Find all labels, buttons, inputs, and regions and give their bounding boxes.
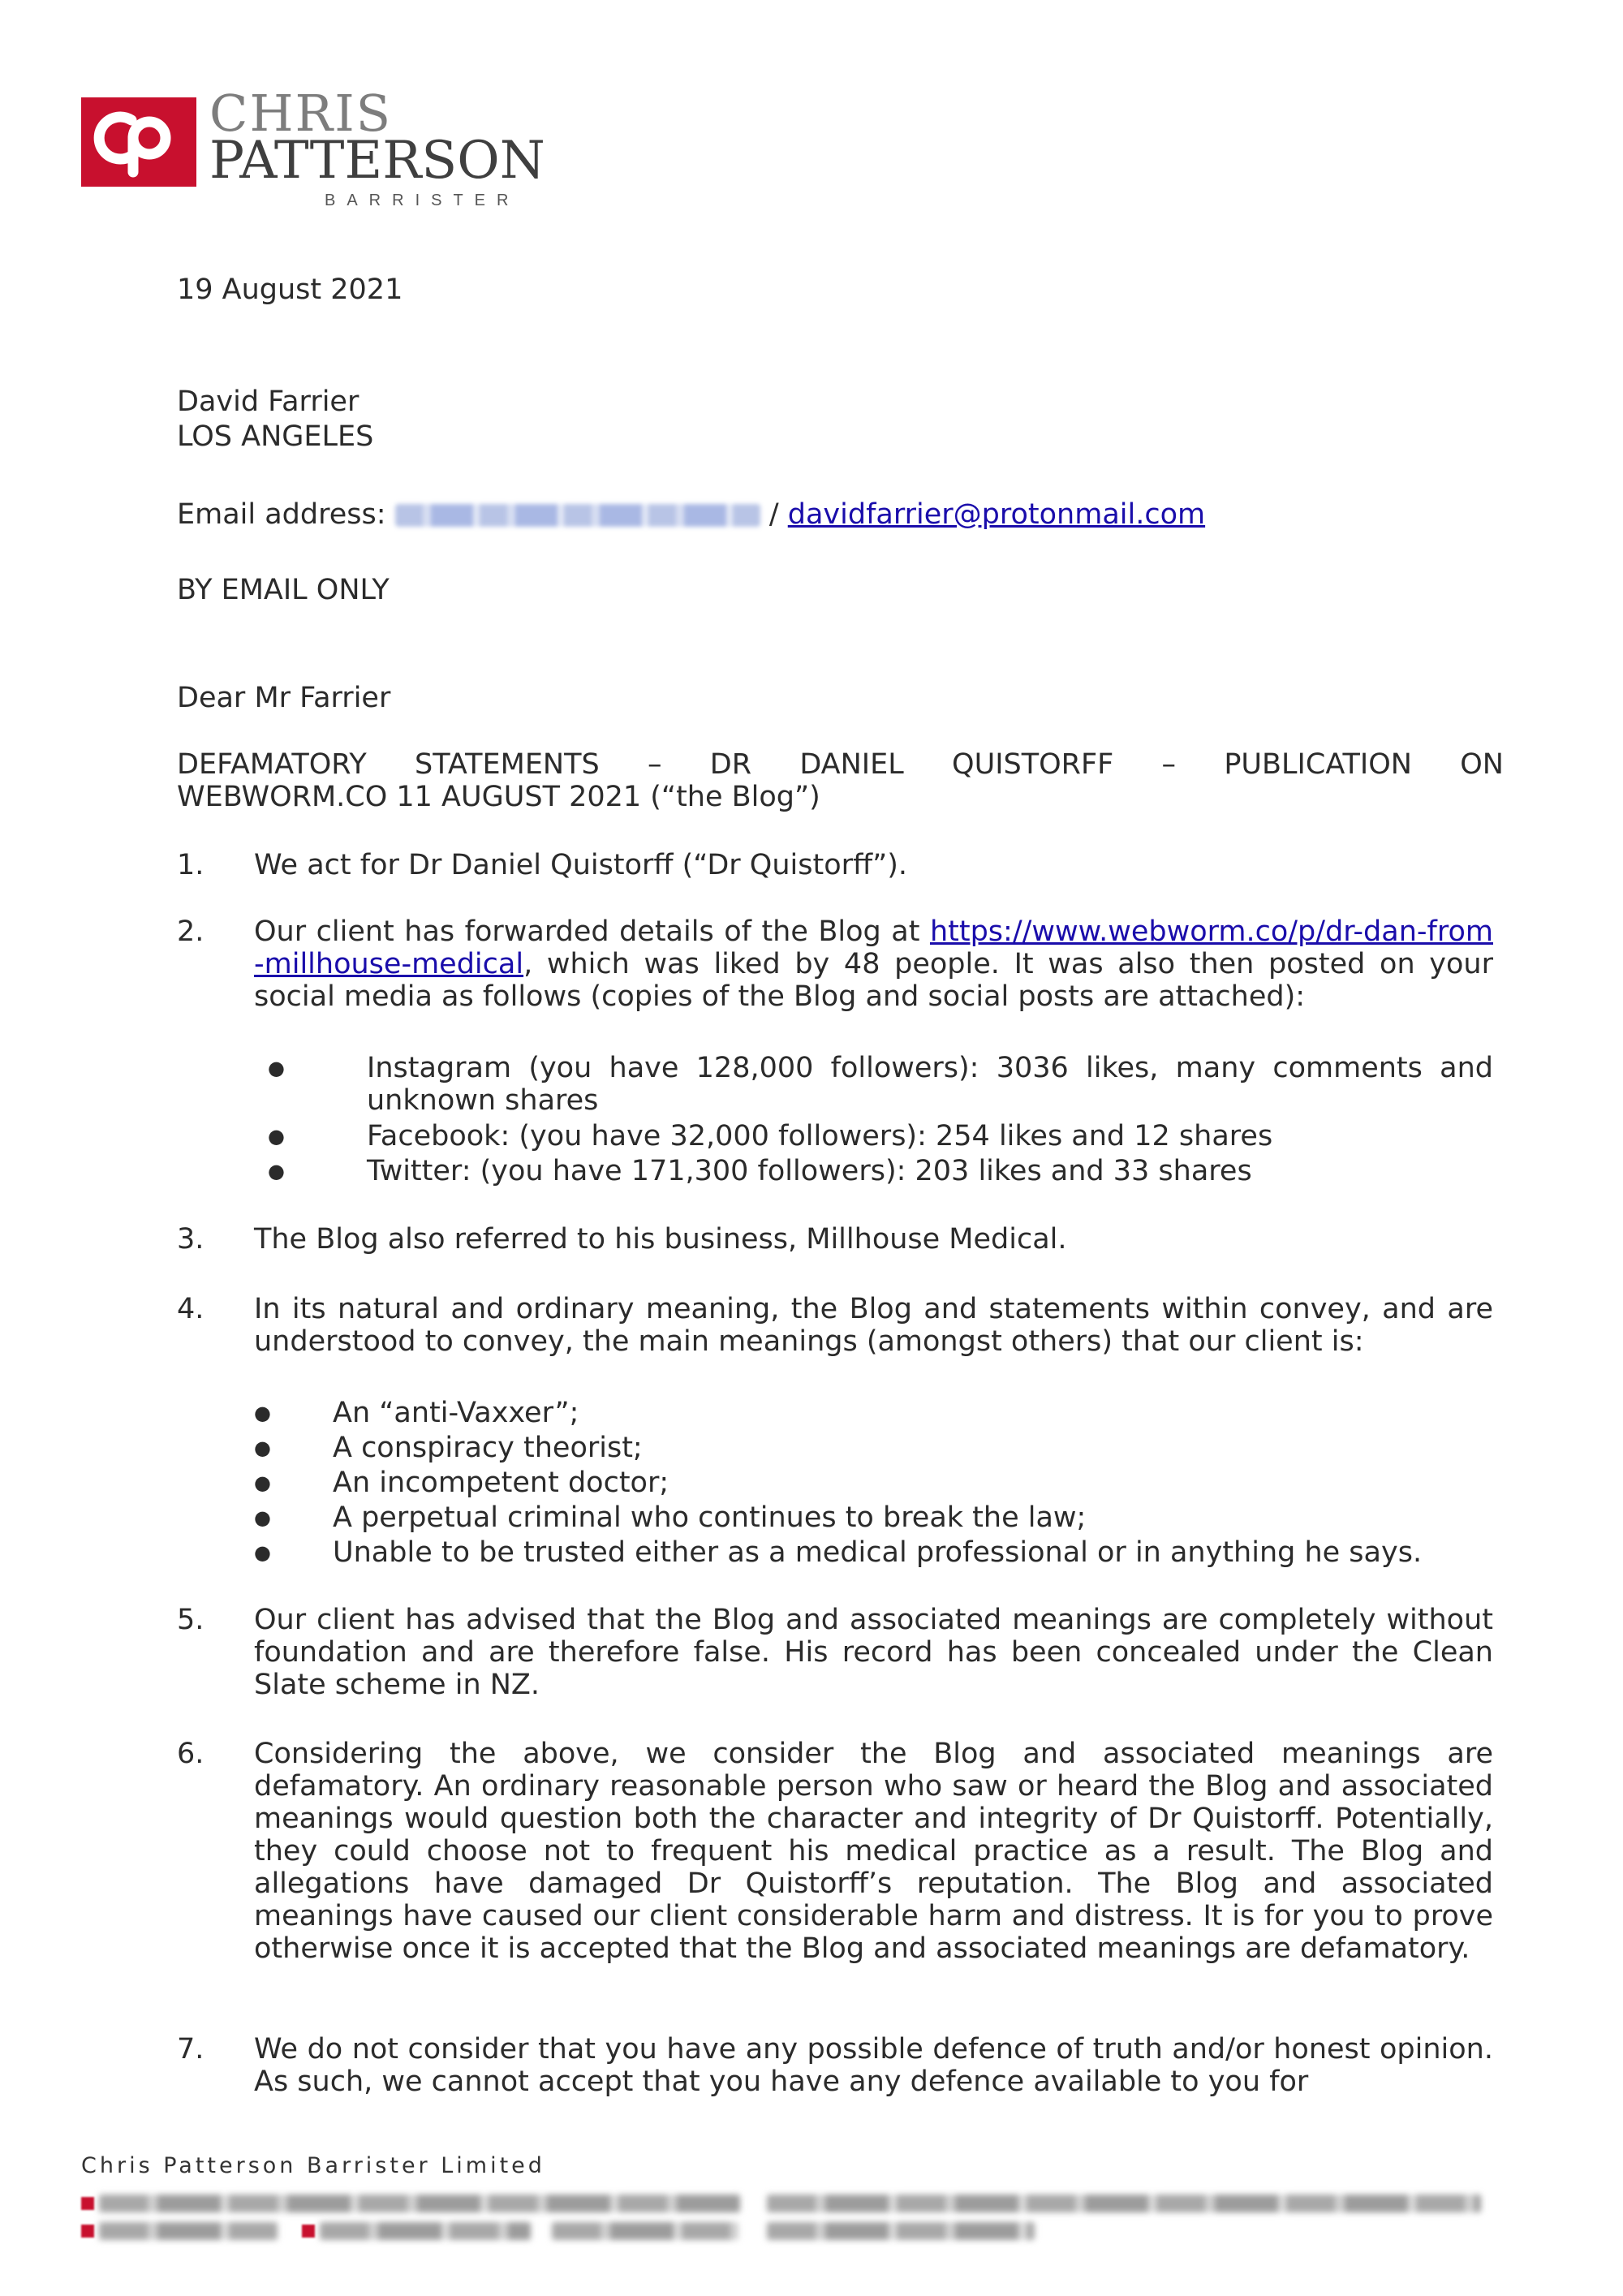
- salutation: Dear Mr Farrier: [177, 682, 391, 714]
- para-number: 6.: [177, 1738, 204, 1770]
- redacted-postal: [767, 2195, 1481, 2212]
- footer-marker-icon: [302, 2225, 315, 2238]
- footer-marker-icon: [81, 2225, 94, 2238]
- bullet-item: An “anti-Vaxxer”;: [333, 1397, 579, 1429]
- logo-text-chris: CHRIS: [209, 84, 393, 143]
- email-label: Email address:: [177, 498, 386, 531]
- redacted-contact-email: [767, 2222, 1035, 2240]
- para-number: 4.: [177, 1293, 204, 1325]
- para-number: 2.: [177, 915, 204, 948]
- para-2-text-a: Our client has forwarded details of the Blog at: [254, 915, 920, 948]
- para-6-text: Considering the above, we consider the Blog and associated meanings are defamatory. An ordinary reasonable person who saw or heard the Blog and associated meanings would question both the character and integrity of Dr Quistorff. Potentially, they could choose not to frequent his medical practice as a result. The Blog and allegations have damaged Dr Quistorff’s reputation. The Blog and associated meanings have caused our client considerable harm and distress. It is for you to prove otherwise once it is accepted that the Blog and associated meanings are defamatory.: [254, 1738, 1493, 1965]
- email-line: [177, 498, 1205, 531]
- bullet-item: A conspiracy theorist;: [333, 1432, 643, 1464]
- para-number: 5.: [177, 1604, 204, 1636]
- bullet-dot-icon: ●: [254, 1541, 271, 1564]
- para-4-text: In its natural and ordinary meaning, the Blog and statements within convey, and are understood to convey, the main meanings (amongst others) that our client is:: [254, 1293, 1493, 1358]
- email-link[interactable]: davidfarrier@protonmail.com: [787, 498, 1206, 531]
- bullet-item: A perpetual criminal who continues to break the law;: [333, 1501, 1087, 1534]
- letter-date: 19 August 2021: [177, 274, 403, 306]
- blog-link[interactable]: https://www.webworm.co/p/dr-dan-from-millhouse-medical: [254, 915, 1493, 980]
- bullet-item: Twitter: (you have 171,300 followers): 203 likes and 33 shares: [367, 1155, 1252, 1187]
- recipient-city: LOS ANGELES: [177, 420, 374, 453]
- para-2-text: [254, 915, 1493, 1013]
- redacted-email: [395, 504, 760, 527]
- bullet-item: Facebook: (you have 32,000 followers): 254 likes and 12 shares: [367, 1120, 1273, 1152]
- subject-line-2: WEBWORM.CO 11 AUGUST 2021 (“the Blog”): [177, 781, 820, 813]
- redacted-mobile: [320, 2222, 531, 2240]
- para-7-text: We do not consider that you have any possible defence of truth and/or honest opinion. As such, we cannot accept that you have any defence available to you for: [254, 2033, 1493, 2098]
- bullet-dot-icon: ●: [268, 1057, 285, 1079]
- para-3-text: The Blog also referred to his business, Millhouse Medical.: [254, 1223, 1067, 1256]
- para-number: 7.: [177, 2033, 204, 2066]
- logo-cp-icon: [81, 97, 196, 187]
- subject-line-1: DEFAMATORY STATEMENTS – DR DANIEL QUISTORFF – PUBLICATION ON: [177, 748, 1504, 781]
- bullet-item: Instagram (you have 128,000 followers): 3036 likes, many comments and unknown shares: [367, 1052, 1493, 1117]
- footer-company: Chris Patterson Barrister Limited: [81, 2153, 545, 2178]
- bullet-dot-icon: ●: [254, 1471, 271, 1494]
- redacted-phone: [99, 2222, 278, 2240]
- bullet-dot-icon: ●: [254, 1402, 271, 1424]
- para-number: 3.: [177, 1223, 204, 1256]
- bullet-dot-icon: ●: [268, 1125, 285, 1148]
- para-5-text: Our client has advised that the Blog and associated meanings are completely without foundation and are therefore false. His record has been concealed under the Clean Slate scheme in NZ.: [254, 1604, 1493, 1701]
- bullet-item: An incompetent doctor;: [333, 1467, 669, 1499]
- redacted-address: [99, 2195, 740, 2212]
- para-number: 1.: [177, 849, 204, 881]
- logo-text-patterson: PATTERSON: [209, 131, 545, 191]
- email-separator: /: [768, 498, 779, 531]
- para-1-text: We act for Dr Daniel Quistorff (“Dr Quistorff”).: [254, 849, 908, 881]
- recipient-name: David Farrier: [177, 386, 359, 418]
- bullet-dot-icon: ●: [254, 1506, 271, 1529]
- delivery-method: BY EMAIL ONLY: [177, 574, 390, 606]
- para-2-text-b: , which was liked by 48 people. It was also then posted on your social media as follows (copies of the Blog and social posts are attached):: [254, 948, 1493, 1013]
- bullet-item: Unable to be trusted either as a medical professional or in anything he says.: [333, 1536, 1423, 1569]
- footer-marker-icon: [81, 2197, 94, 2210]
- redacted-website: [552, 2222, 738, 2240]
- bullet-dot-icon: ●: [254, 1437, 271, 1459]
- logo-text-barrister: BARRISTER: [325, 192, 520, 209]
- logo-mark: [81, 97, 196, 187]
- bullet-dot-icon: ●: [268, 1160, 285, 1182]
